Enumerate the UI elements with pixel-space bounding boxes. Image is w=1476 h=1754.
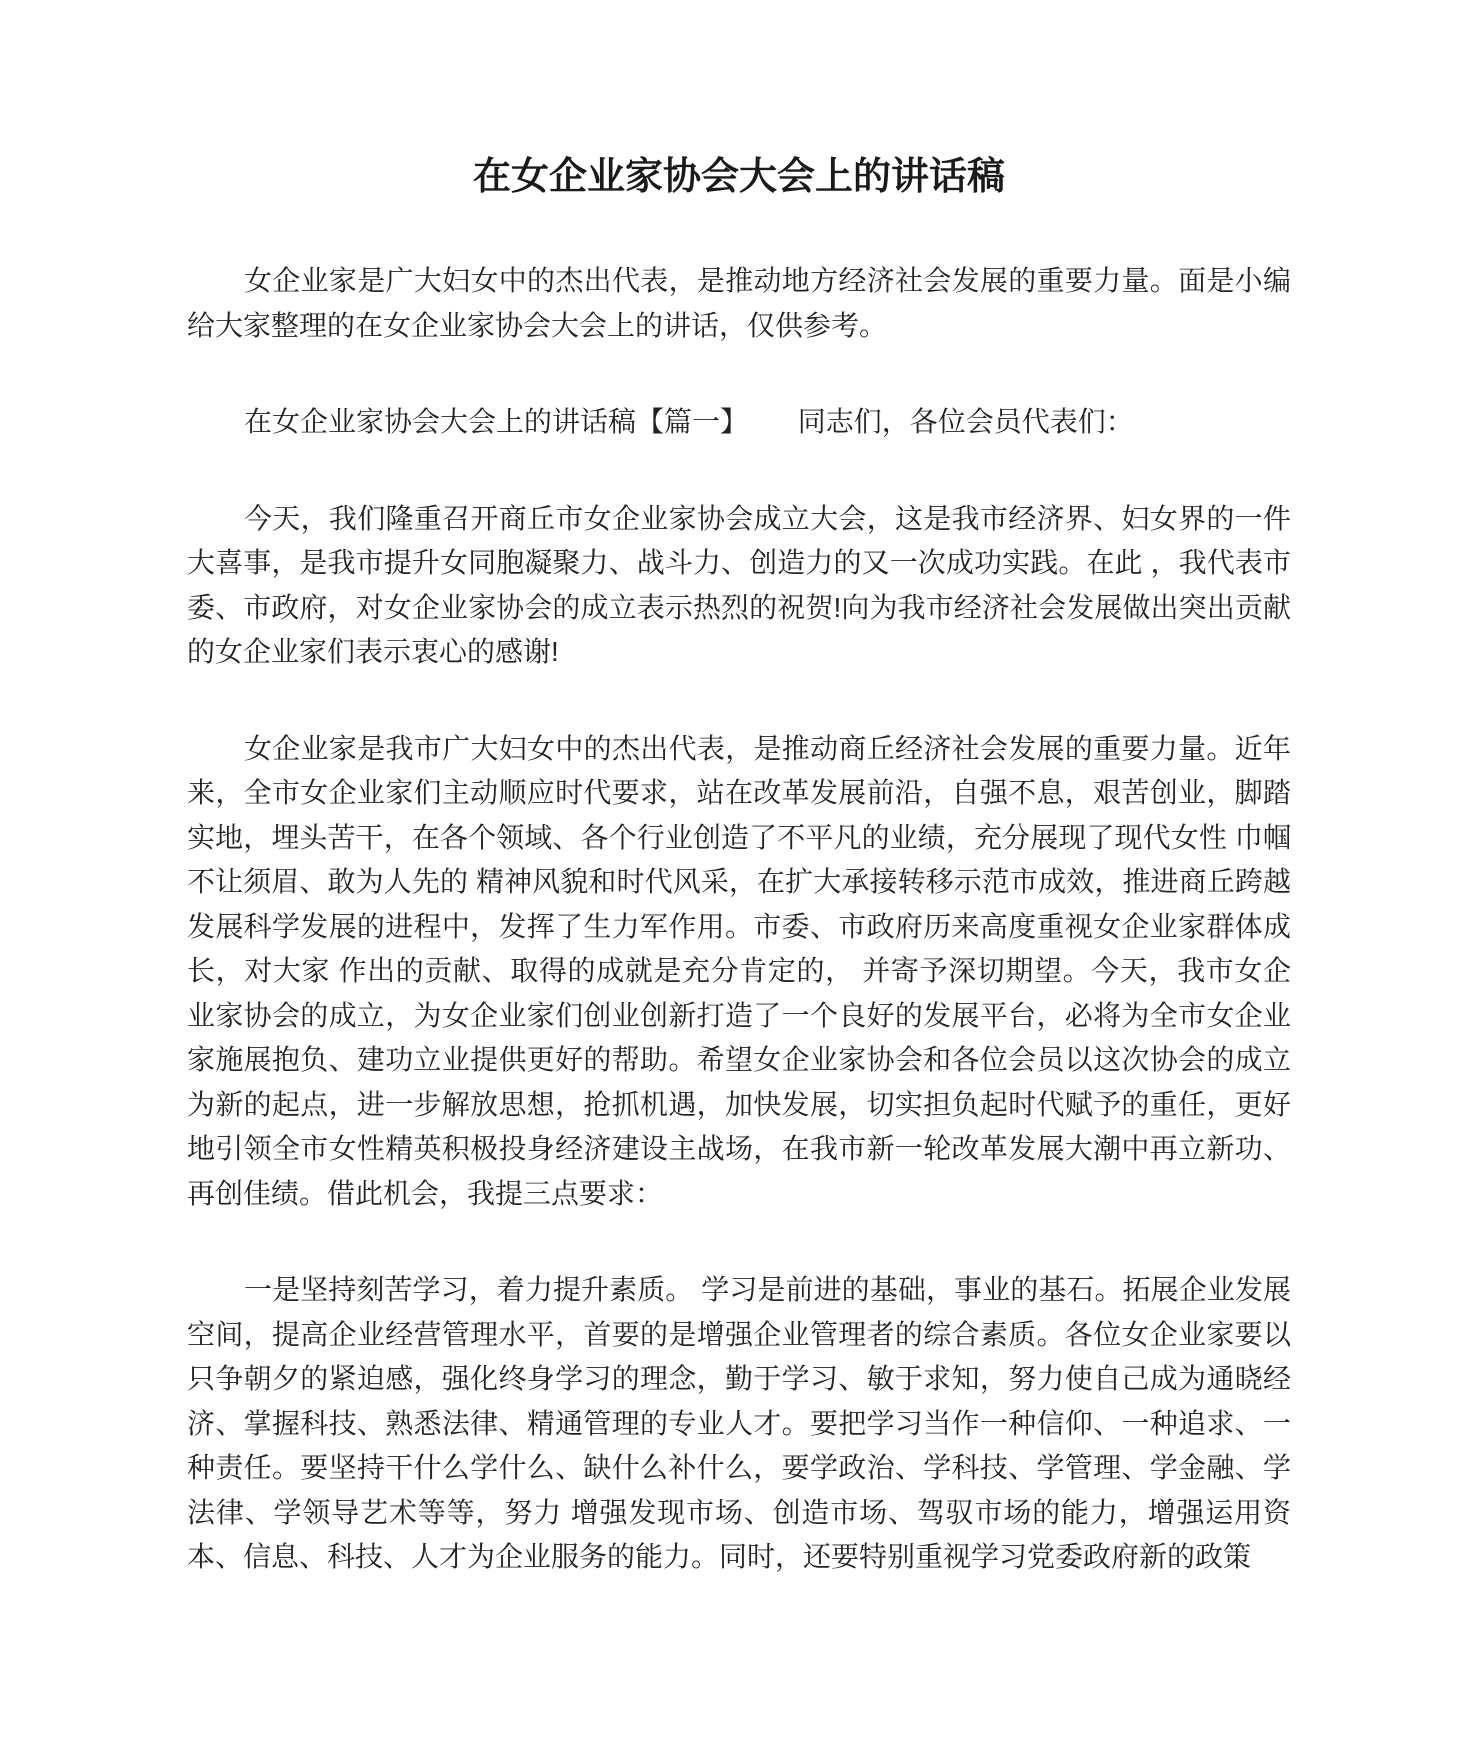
intro-paragraph: 女企业家是广大妇女中的杰出代表，是推动地方经济社会发展的重要力量。面是小编给大家整理的在女企业家协会大会上的讲话，仅供参考。 [187,265,1291,341]
page-title: 在女企业家协会大会上的讲话稿 [472,156,1005,198]
body-paragraph: 女企业家是我市广大妇女中的杰出代表，是推动商丘经济社会发展的重要力量。近年来，全市女企业家们主动顺应时代要求，站在改革发展前沿，自强不息，艰苦创业，脚踏实地，埋头苦干，在各个领域、各个行业创造了不平凡的业绩，充分展现了现代女性 巾帼不让须眉、敢为人先的 精神风貌和时代风采，在扩大承接转移示范市成效，推进商丘跨越发展科学发展的进程中，发挥了生力军作用。市委、市政府历来高度重视女企业家群体成长，对大家 作出的贡献、取得的成就是充分肯定的， 并寄予深切期望。今天，我市女企业家协会的成立，为女企业家们创业创新打造了一个良好的发展平台，必将为全市女企业家施展抱负、建功立业提供更好的帮助。希望女企业家协会和各位会员以这次协会的成立为新的起点，进一步解放思想，抢抓机遇，加快发展，切实担负起时代赋予的重任，更好地引领全市女性精英积极投身经济建设主战场，在我市新一轮改革发展大潮中再立新功、再创佳绩。借此机会，我提三点要求： [187,732,1291,1209]
greeting-paragraph: 今天，我们隆重召开商丘市女企业家协会成立大会，这是我市经济界、妇女界的一件大喜事，是我市提升女同胞凝聚力、战斗力、创造力的又一次成功实践。在此 ，我代表市委、市政府，对女企业家协会的成立表示热烈的祝贺!向为我市经济社会发展做出突出贡献的女企业家们表示衷心的感谢! [187,502,1291,667]
section-heading-paragraph: 在女企业家协会大会上的讲话稿【篇一】 同志们，各位会员代表们： [244,406,1134,437]
requirement-one-paragraph: 一是坚持刻苦学习，着力提升素质。 学习是前进的基础，事业的基石。拓展企业发展空间，提高企业经营管理水平，首要的是增强企业管理者的综合素质。各位女企业家要以只争朝夕的紧迫感，强化终身学习的理念，勤于学习、敏于求知，努力使自己成为通晓经济、掌握科技、熟悉法律、精通管理的专业人才。要把学习当作一种信仰、一种追求、一种责任。要坚持干什么学什么、缺什么补什么，要学政治、学科技、学管理、学金融、学法律、学领导艺术等等，努力 增强发现市场、创造市场、驾驭市场的能力，增强运用资本、信息、科技、人才为企业服务的能力。同时，还要特别重视学习党委政府新的政策 [187,1274,1291,1572]
